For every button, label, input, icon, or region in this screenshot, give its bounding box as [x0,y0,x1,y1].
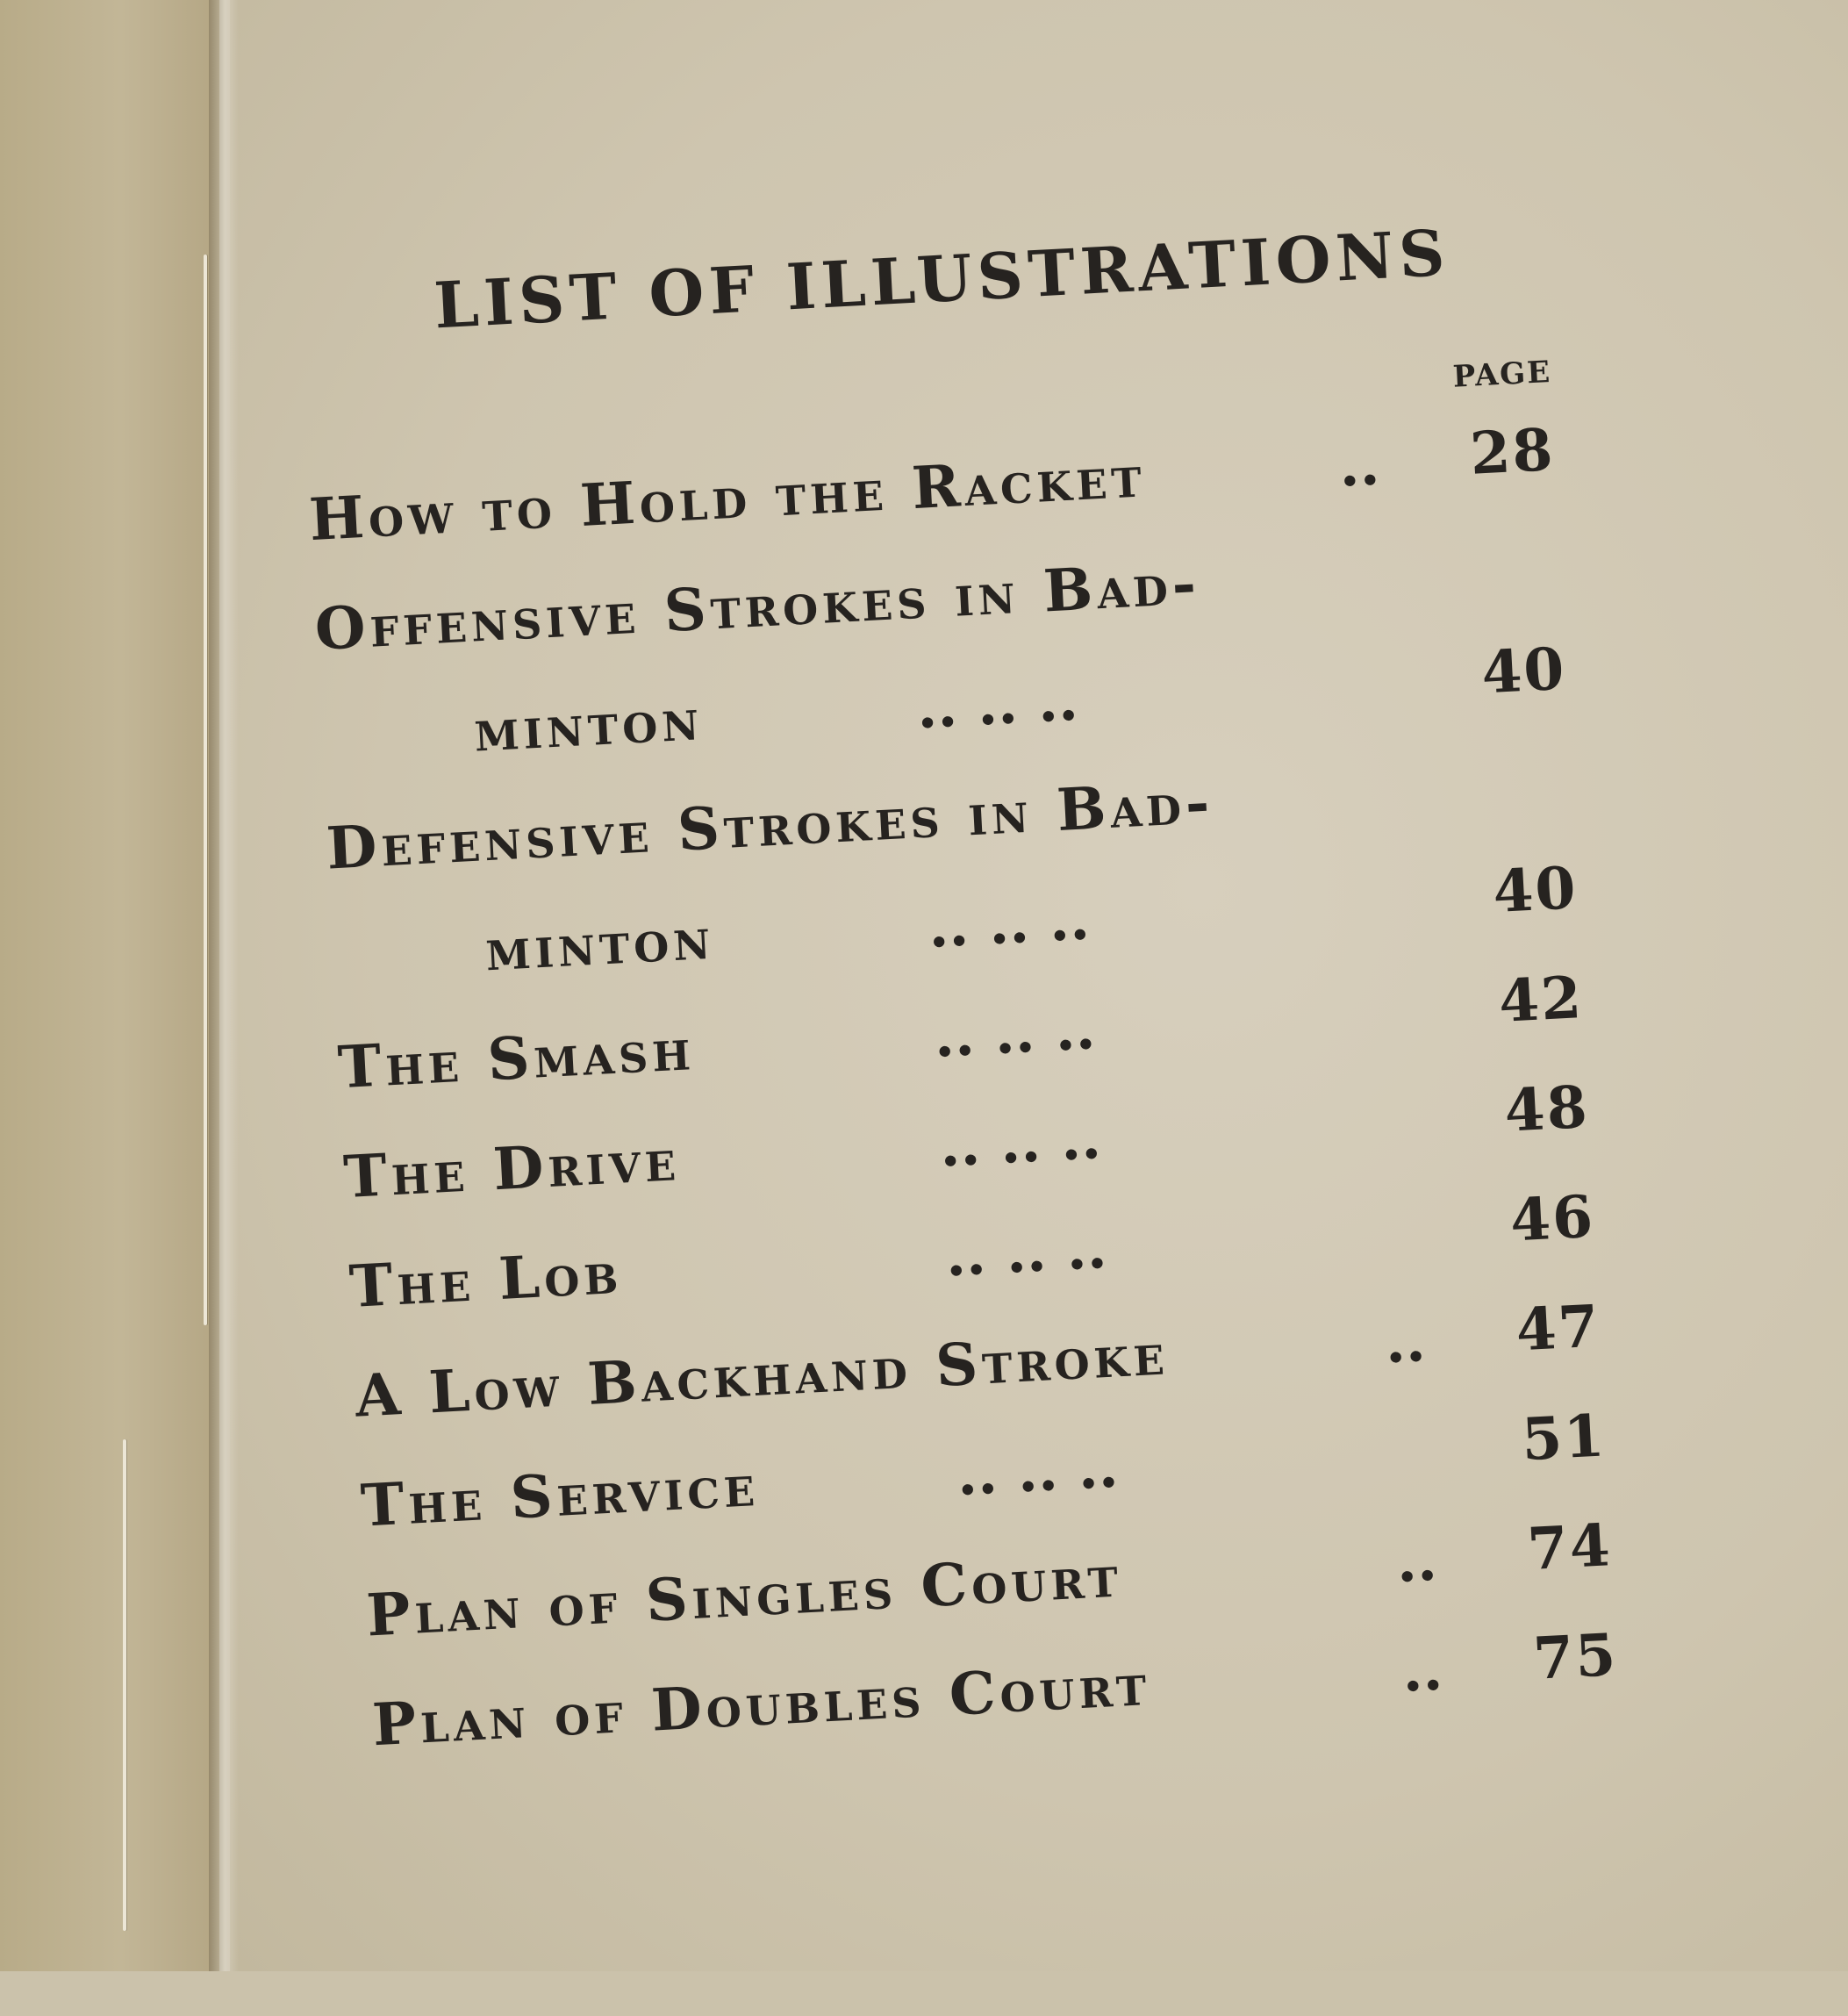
page-number: 40 [1491,853,1579,927]
page-number: 42 [1497,963,1585,1036]
page-column-label: PAGE [1451,354,1553,395]
page-number: 46 [1508,1181,1596,1255]
page-number: 74 [1525,1510,1614,1584]
dot-leaders: .. .. .. [955,1431,1121,1510]
dot-leaders: .. .. .. [914,664,1080,743]
page-number: 40 [1479,634,1568,707]
entry-label: The Smash [336,1015,697,1102]
page-title: LIST OF ILLUSTRATIONS [432,214,1452,343]
dot-leaders: .. .. .. [926,884,1092,961]
page-number: 51 [1520,1401,1608,1474]
dot-leaders: .. .. .. [932,994,1097,1071]
dot-leaders: .. [1383,1305,1428,1377]
entry-label: minton [483,903,716,985]
list-entry-singles-court [364,1510,1648,1651]
list-entry-offensive-strokes [313,528,1596,665]
page-number: 28 [1468,414,1557,488]
entry-label: The Service [359,1450,761,1540]
entry-label: How to Hold the Racket [307,441,1148,555]
list-entry-smash [336,963,1619,1103]
entry-label: Offensive Strokes in Bad- [313,549,1202,664]
list-entry-doubles-court [370,1620,1653,1761]
dot-leaders: .. [1336,429,1381,500]
page-number: 75 [1531,1620,1620,1693]
dot-leaders: .. [1400,1634,1444,1705]
list-entry-drive [341,1072,1625,1213]
list-entry-defensive-strokes [325,747,1608,884]
entry-label: Defensive Strokes in Bad- [325,767,1216,883]
list-entry-defensive-strokes-cont [331,853,1614,994]
entry-label: Plan of Singles Court [364,1541,1124,1650]
dot-leaders: .. .. .. [937,1103,1103,1180]
page-number: 47 [1514,1291,1602,1365]
entry-label: Plan of Doubles Court [370,1649,1152,1760]
entry-label: The Drive [341,1125,682,1212]
page-number: 48 [1502,1072,1591,1145]
dot-leaders: .. [1394,1525,1439,1596]
dot-leaders: .. .. .. [943,1212,1109,1290]
list-entry-lob [347,1181,1630,1323]
list-entry-backhand [353,1291,1637,1431]
list-entry-service [359,1401,1642,1541]
entry-label: The Lob [347,1238,624,1321]
entry-label: A Low Backhand Stroke [353,1319,1171,1431]
list-entry-offensive-strokes-cont [319,634,1602,774]
entry-label: minton [472,685,705,765]
list-entry-hold-racket [307,414,1590,556]
